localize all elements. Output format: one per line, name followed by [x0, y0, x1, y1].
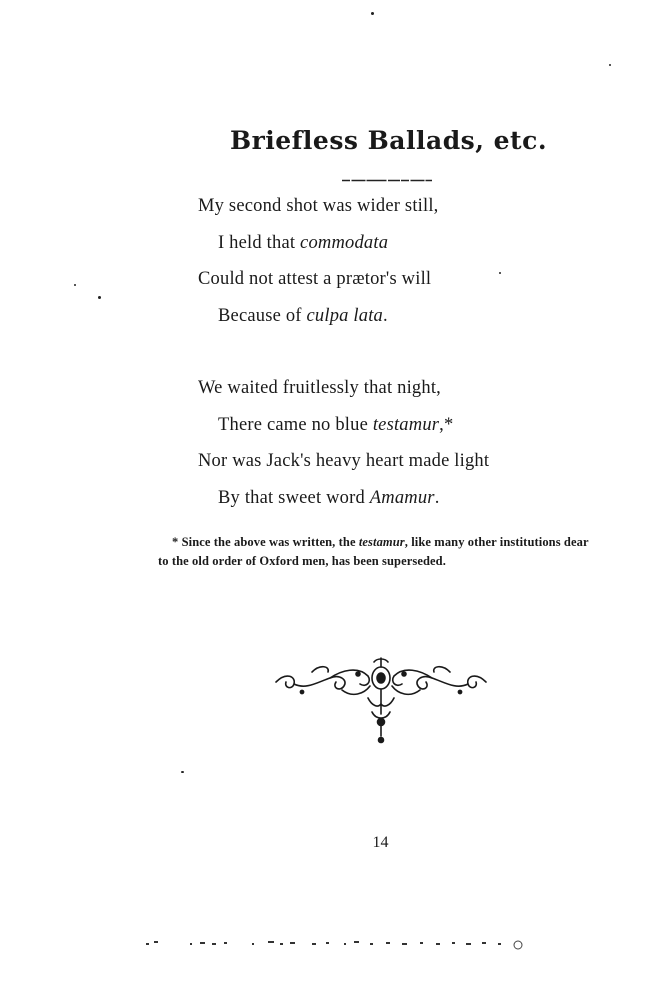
scan-speck: [371, 12, 374, 15]
running-title: Briefless Ballads, etc.: [229, 126, 548, 155]
title-rule: [342, 179, 432, 182]
page-number: 14: [372, 834, 389, 851]
footnote: * Since the above was written, the testamur, like many other institutions dear to the old order of Oxford men, has been superseded.: [158, 535, 589, 568]
stanza2-line4: By that sweet word Amamur.: [218, 488, 440, 508]
stanza2-line2: There came no blue testamur,*: [218, 415, 454, 435]
scan-speck: [609, 64, 611, 66]
scan-noise: [140, 933, 530, 955]
scan-speck: [74, 284, 76, 286]
scan-speck: [499, 272, 501, 274]
stanza1-line1: My second shot was wider still,: [198, 196, 439, 216]
floral-ornament-icon: [272, 654, 490, 746]
scan-speck: [181, 771, 184, 773]
stanza1-line3: Could not attest a prætor's will: [198, 269, 432, 289]
stanza1-line4: Because of culpa lata.: [218, 306, 388, 326]
stanza1-line2: I held that commodata: [218, 233, 389, 253]
scan-speck: [98, 296, 101, 299]
stanza2-line3: Nor was Jack's heavy heart made light: [198, 451, 490, 471]
stanza2-line1: We waited fruitlessly that night,: [198, 378, 441, 398]
